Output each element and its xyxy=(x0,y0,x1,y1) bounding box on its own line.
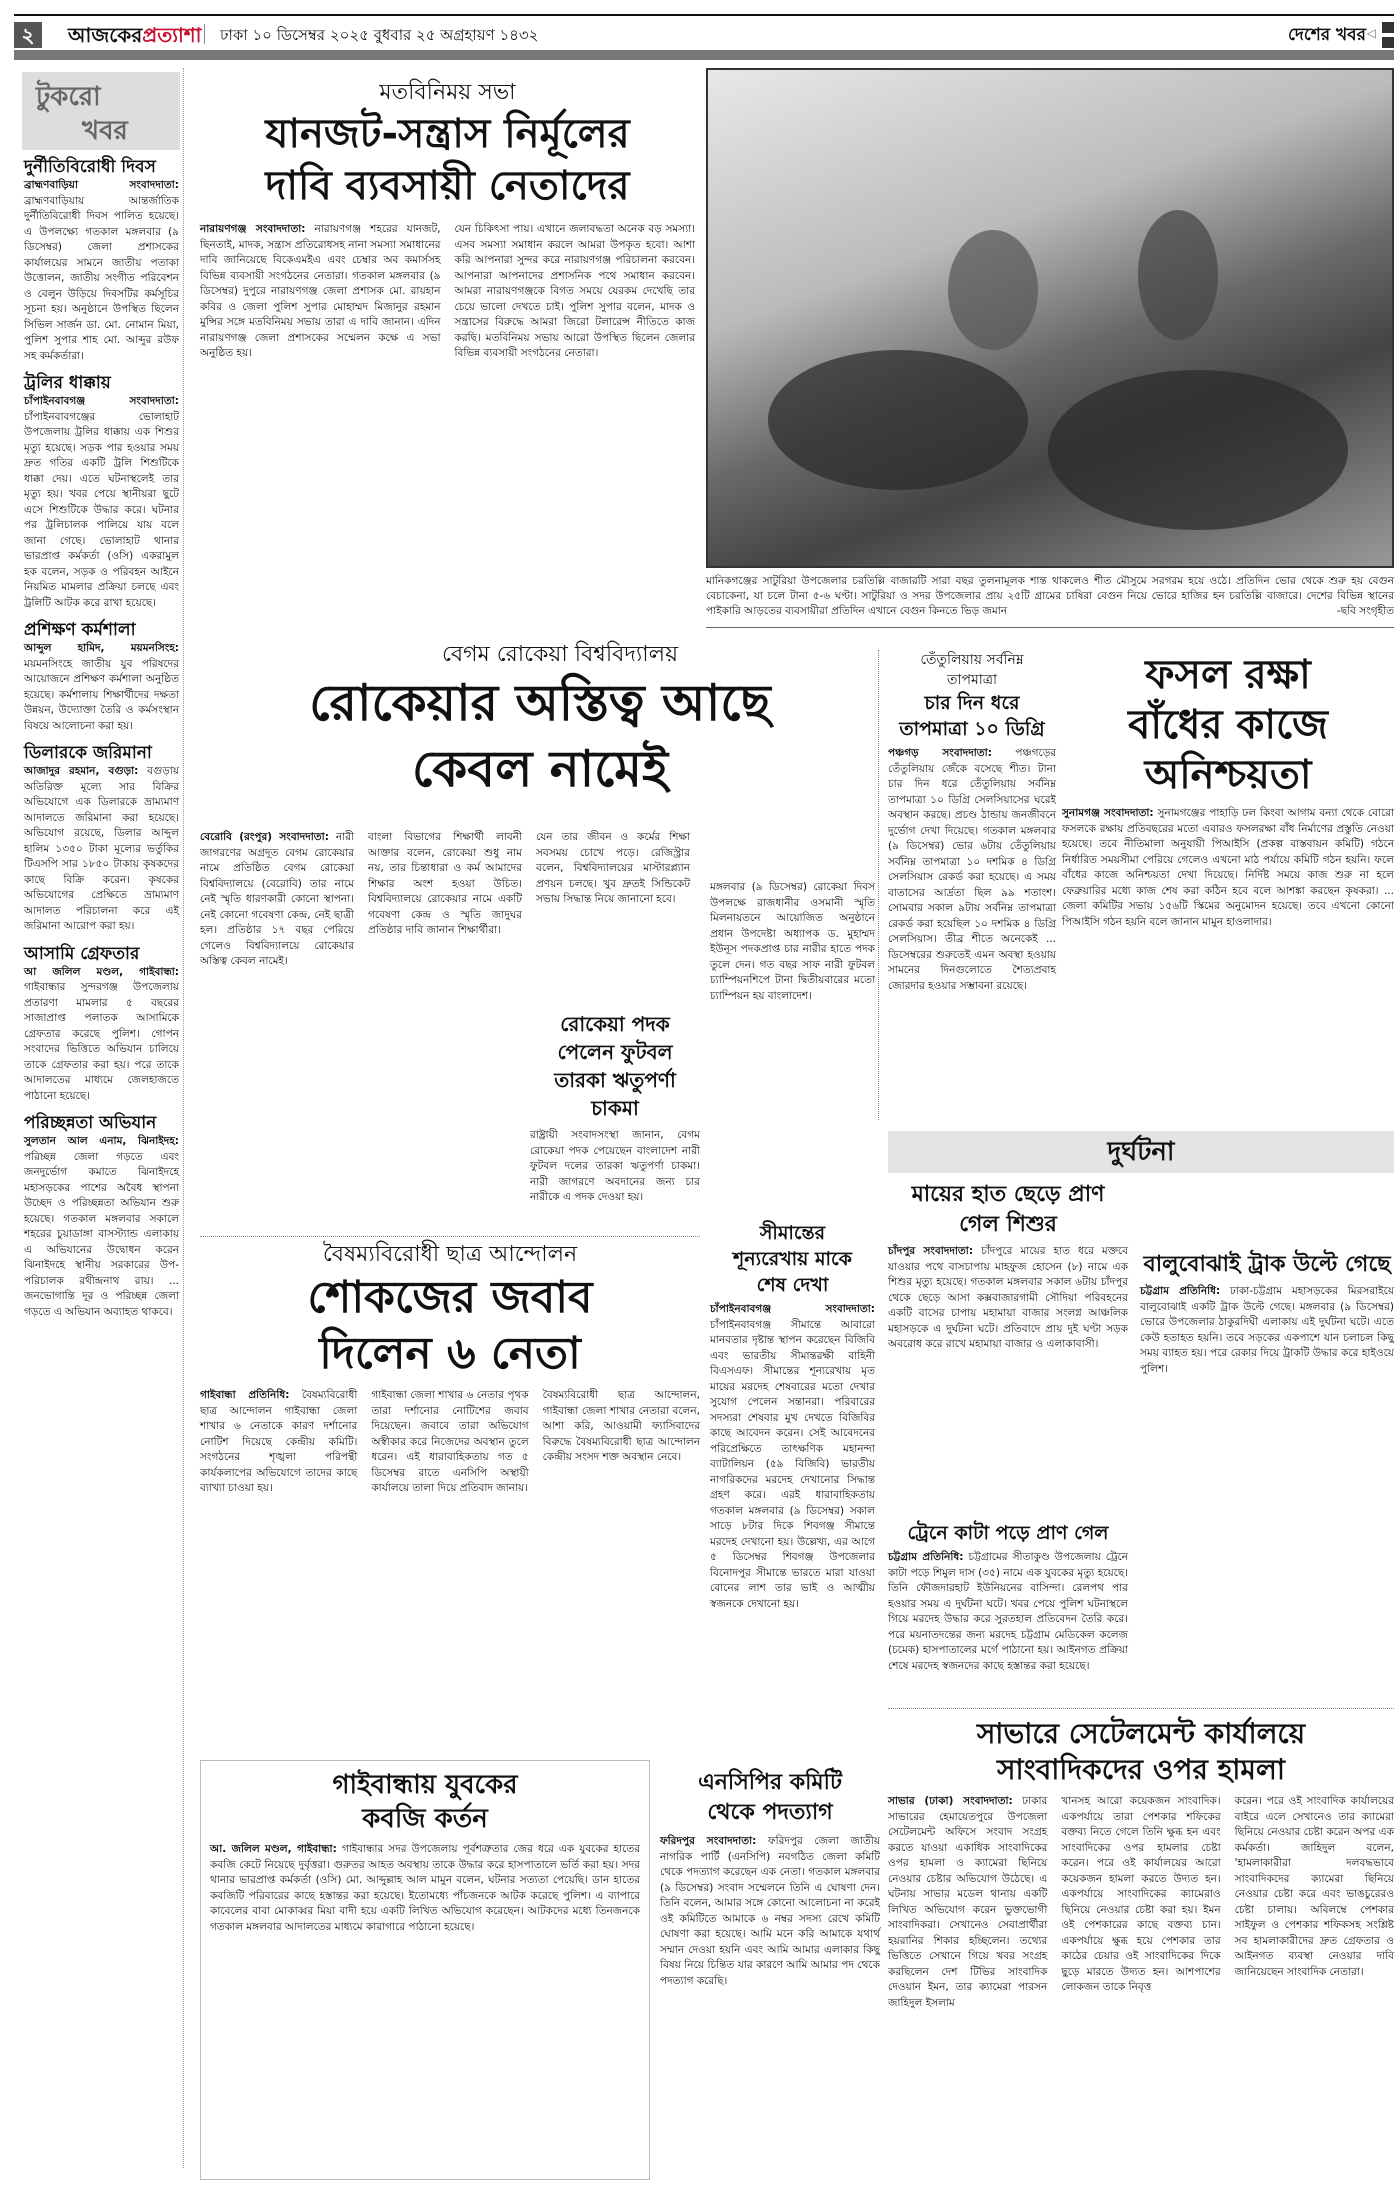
accident-section-header: দুর্ঘটনা xyxy=(888,1131,1394,1173)
brief-item xyxy=(14,1112,183,1328)
article-column xyxy=(888,1244,1128,1353)
rokeya-col4 xyxy=(710,880,875,1004)
article-columns xyxy=(200,830,690,970)
article-dateline: আ. জলিল মণ্ডল, গাইবান্ধা: xyxy=(210,1843,337,1855)
article-columns xyxy=(888,1794,1394,2011)
caption-text: মানিকগঞ্জের সাটুরিয়া উপজেলার চরতিল্লি বাজারটি সারা বছর তুলনামূলক শান্ত থাকলেও শীত মৌসুমে সরগরম হয়ে ওঠে। প্রতিদিন ভোর থেকে শুরু হয় বেগুন বেচাকেনা, যা চলে টানা ৫-৬ ঘণ্টা। সাটুরিয়া ও সদর উপজেলার প্রায় ২৫টি গ্রামের চাষিরা বেগুন নিয়ে ভোরে হাজির হন চরতিল্লি বাজারে। দেশের বিভিন্ন স্থানের পাইকারি আড়তের ব্যবসায়ীরা প্রতিদিন এখানে বেগুন কিনতে ভিড় জমান xyxy=(706,575,1394,617)
sub-headline-line1[interactable]: রোকেয়া পদক xyxy=(560,1012,670,1036)
brief-body: বগুড়ায় অতিরিক্ত মূল্যে সার বিক্রির অভিযোগে এক ডিলারকে ভ্রাম্যমাণ আদালতে জরিমানা করা হয়েছে। অভিযোগ রয়েছে, ডিলার আব্দুল হালিম ১৩৫০ টাকা মূল্যের ভর্তুকির টিএসপি সার ১৮৫০ টাকায় কৃষকদের কাছে বিক্রি করেন। কৃষকের অভিযোগের প্রেক্ষিতে ভ্রাম্যমাণ আদালত পরিচালনা করে এই জরিমানা আরোপ করা হয়। xyxy=(24,765,180,932)
article-column xyxy=(1235,1794,1394,2011)
brief-body: পরিচ্ছন্ন জেলা গড়তে এবং জনদুর্ভোগ কমাতে ঝিনাইদহে মহাসড়কের পাশের অবৈধ স্থাপনা উচ্ছেদ ও পরিচ্ছন্নতা অভিযান শুরু হয়েছে। গতকাল মঙ্গলবার সকালে শহরের চুয়াডাঙ্গা বাসস্ট্যান্ড এলাকায় এ অভিযানের উদ্বোধন করেন ঝিনাইদহে স্থানীয় সরকারের উপ-পরিচালক রথীন্দ্রনাথ রায়। ... জনভোগান্তি দূর ও পরিচ্ছন্ন জেলা গড়তে এ অভিযান অব্যাহত থাকবে। xyxy=(24,1150,179,1318)
article-headline-line2[interactable]: বাঁধের কাজে xyxy=(1128,702,1328,748)
brief-title: দুর্নীতিবিরোধী দিবস xyxy=(24,157,156,177)
brief-title: ডিলারকে জরিমানা xyxy=(24,743,152,763)
article-text: নারী জাগরণের অগ্রদূত বেগম রোকেয়ার নামে প্রতিষ্ঠিত বেগম রোকেয়া বিশ্ববিদ্যালয়ে (বেরোবি) তার নামে নেই স্মৃতি ধারণকারী কোনো স্থাপনা। নেই কোনো গবেষণা কেন্দ্র, নেই ছাত্রী হল। প্রতিষ্ঠার ১৭ বছর পেরিয়ে গেলেও বিশ্ববিদ্যালয়ে রোকেয়ার অস্তিত্ব কেবল নামেই। xyxy=(200,831,354,967)
article-text: ঢাকার সাভারের হেমায়েতপুরে উপজেলা সেটেলমেন্ট অফিসে সংবাদ সংগ্রহ করতে যাওয়া একাধিক সাংবাদিকের ওপর হামলা ও ক্যামেরা ছিনিয়ে নেওয়ার চেষ্টার অভিযোগ উঠেছে। এ ঘটনায় সাভার মডেল থানায় একটি লিখিত অভিযোগ করেন ভুক্তভোগী সাংবাদিকরা। সেখানেও সেবাপ্রার্থীরা হয়রানির শিকার হচ্ছিলেন। তথ্যের ভিত্তিতে সেখানে গিয়ে খবর সংগ্রহ করছিলেন দেশ টিভির সাংবাদিক দেওয়ান ইমন, তার ক্যামেরা পারসন জাহিদুল ইসলাম xyxy=(888,1795,1048,2009)
savar-article xyxy=(888,1716,1394,2011)
brief-body: চাঁপাইনবাবগঞ্জের ভোলাহাট উপজেলায় ট্রলির ধাক্কায় এক শিশুর মৃত্যু হয়েছে। সড়ক পার হওয়ার সময় দ্রুত গতির একটি ট্রলি শিশুটিকে ধাক্কা দেয়। এতে ঘটনাস্থলেই তার মৃত্যু হয়। খবর পেয়ে স্থানীয়রা ছুটে এসে শিশুটিকে উদ্ধার করে। ঘটনার পর ট্রলিচালক পালিয়ে যায় বলে জানা গেছে। ভোলাহাট থানার ভারপ্রাপ্ত কর্মকর্তা (ওসি) একরামুল হক বলেন, সড়ক ও পরিবহন আইনে নিয়মিত মামলার প্রক্রিয়া চলছে এবং ট্রলিটি আটক করে রাখা হয়েছে। xyxy=(24,410,179,609)
article-columns xyxy=(1140,1284,1394,1377)
weather-article xyxy=(888,650,1056,994)
photo-credit: -ছবি সংগৃহীত xyxy=(1336,605,1394,617)
article-columns xyxy=(888,1244,1128,1353)
logo-line2: খবর xyxy=(82,116,128,146)
article-text: গাইবান্ধা জেলা শাখার ৬ নেতার পৃথক তারা দর্শানোর নোটিশের জবাব দিয়েছেন। জবাবে তারা অভিযোগ অস্বীকার করে নিজেদের অবস্থান তুলে ধরেন। এই ধারাবাহিকতায় গত ৫ ডিসেম্বর রাতে এনসিপি অস্থায়ী কার্যালয়ে তালা দিয়ে প্রতিবাদ জানায়। xyxy=(371,1389,529,1494)
photo-caption xyxy=(706,574,1394,628)
sub-headline-line2[interactable]: পেলেন ফুটবল xyxy=(557,1040,673,1064)
brief-dateline: সুলতান আল এনাম, ঝিনাইদহ: xyxy=(24,1135,179,1147)
article-text: যেন তার জীবন ও কর্মের শিক্ষা সবসময় চোখে পড়ে। রেজিস্ট্রার বলেন, বিশ্ববিদ্যালয়ের মাস্টারপ্ল্যান প্রণয়ন চলছে। খুব দ্রুতই সিন্ডিকেট সভায় সিদ্ধান্ত নিয়ে জানানো হবে। xyxy=(536,831,690,905)
article-dateline: চট্টগ্রাম প্রতিনিধি: xyxy=(1140,1285,1221,1297)
article-text: নারায়ণগঞ্জ শহরের যানজট, ছিনতাই, মাদক, সন্ত্রাস প্রতিরোধসহ নানা সমস্যা সমাধানের দাবি জানিয়েছে বিকেএমইএ এবং চেম্বার অব কমার্সসহ বিভিন্ন ব্যবসায়ী সংগঠনের নেতারা। গতকাল মঙ্গলবার (৯ ডিসেম্বর) দুপুরে নারায়ণগঞ্জ জেলা প্রশাসক মো. রায়হান কবির ও জেলা পুলিশ সুপার মোহাম্মদ মিজানুর রহমান মুন্সির সঙ্গে মতবিনিময় সভায় তারা এ দাবি জানান। এদিন নারায়ণগঞ্জ জেলা প্রশাসকের সম্মেলন কক্ষে এ সভা অনুষ্ঠিত হয়। xyxy=(200,223,441,359)
dateline: ঢাকা ১০ ডিসেম্বর ২০২৫ বুধবার ২৫ অগ্রহায়ণ ১৪৩২ xyxy=(220,26,539,44)
brief-body: ময়মনসিংহে জাতীয় যুব পরিষদের আয়োজনে প্রশিক্ষণ কর্মশালা অনুষ্ঠিত হয়েছে। কর্মশালায় শিক্ষার্থীদের দক্ষতা উন্নয়ন, উদ্যোক্তা তৈরি ও কর্মসংস্থান বিষয়ে আলোচনা করা হয়। xyxy=(24,657,179,732)
left-arrow-icon: ◁ xyxy=(1366,26,1376,40)
article-text: খানসহ আরো কয়েকজন সাংবাদিক। একপর্যায়ে তারা পেশকার শফিকের বক্তব্য নিতে গেলে তিনি ক্ষুব্ধ হন এবং সাংবাদিকের ওপর হামলার চেষ্টা করেন। পরে ওই কার্যালয়ের আরো কয়েকজন হামলা করতে উদ্যত হন। একপর্যায়ে সাংবাদিকের ক্যামেরাও ছিনিয়ে নেওয়ার চেষ্টা করা হয়। ইমন ওই পেশকারের কাছে বক্তব্য চান। একপর্যায়ে ক্ষুব্ধ হয়ে পেশকার তার কাঠের চেয়ার ওই সাংবাদিকের দিকে ছুড়ে মারতে উদ্যত হন। আশপাশের লোকজন তাকে নিবৃত্ত xyxy=(1061,1795,1221,1993)
accident-story-2 xyxy=(888,1520,1128,1674)
article-dateline: চাঁদপুর সংবাদদাতা: xyxy=(888,1245,974,1257)
article-headline-line2[interactable]: কেবল নামেই xyxy=(412,740,668,798)
border-article xyxy=(710,1220,875,1612)
article-column xyxy=(1061,1794,1220,2011)
kobji-article xyxy=(210,1768,640,1935)
article-column xyxy=(368,830,522,970)
article-column xyxy=(888,1550,1128,1674)
article-column xyxy=(200,830,354,970)
brief-dateline: চাঁপাইনবাবগঞ্জ সংবাদদাতা: xyxy=(24,395,179,407)
article-column xyxy=(710,1302,875,1612)
article-column xyxy=(888,1794,1047,2011)
article-text: সুনামগঞ্জের পাহাড়ি ঢল কিংবা আগাম বন্যা থেকে বোরো ফসলকে রক্ষায় প্রতিবছরের মতো এবারও ফসলরক্ষা বাঁধ নির্মাণের প্রস্তুতি নেওয়া হয়েছে। তবে নীতিমালা অনুযায়ী পিআইসি (প্রকল্প বাস্তবায়ন কমিটি) গঠনে নির্ধারিত সময়সীমা পেরিয়ে গেলেও এখনো মাঠ পর্যায়ে কমিটি গঠন হয়নি। ফলে বাঁধের কাজে অনিশ্চয়তা দেখা দিয়েছে। নির্দিষ্ট সময়ে কাজ শুরু না হলে ফেব্রুয়ারির মধ্যে কাজ শেষ করা কঠিন হবে বলে আশঙ্কা করছেন কৃষকরা। ... জেলা কমিটির সভায় ১৫৬টি স্কিমের অনুমোদন হয়েছে। তবে এখনো কোনো পিআইসি গঠন হয়নি বলে জানান মামুন হাওলাদার। xyxy=(1062,807,1395,928)
brief-dateline: ব্রাহ্মণবাড়িয়া সংবাদদাতা: xyxy=(24,179,179,191)
article-headline[interactable]: মায়ের হাত ছেড়ে প্রাণ গেল শিশুর xyxy=(911,1182,1105,1237)
ncp-article xyxy=(660,1768,880,1989)
article-columns xyxy=(1062,806,1394,930)
brief-item xyxy=(14,156,183,372)
accident-story-1 xyxy=(888,1180,1128,1353)
article-column xyxy=(210,1842,640,1935)
article-headline-line2[interactable]: সাংবাদিকদের ওপর হামলা xyxy=(997,1753,1285,1786)
article-text: বৈষম্যবিরোধী ছাত্র আন্দোলন, গাইবান্ধা জেলা শাখার নেতারা বলেন, আশা করি, আওয়ামী ফ্যাসিবাদের বিরুদ্ধে বৈষম্যবিরোধী ছাত্র আন্দোলন কেন্দ্রীয় সংসদ শক্ত অবস্থান নেবে। xyxy=(542,1389,700,1463)
sidebar-tukro-khobor xyxy=(14,68,184,2168)
article-headline-line1[interactable]: সাভারে সেটেলমেন্ট কার্যালয়ে xyxy=(976,1717,1306,1750)
sub-headline-line4[interactable]: চাকমা xyxy=(591,1096,639,1120)
article-columns xyxy=(530,1128,700,1206)
article-headline-line2[interactable]: তাপমাত্রা ১০ ডিগ্রি xyxy=(899,718,1045,740)
article-column xyxy=(536,830,690,970)
article-columns xyxy=(888,1550,1128,1674)
page-marker-icon xyxy=(1382,22,1394,48)
article-headline-line2[interactable]: শূন্যরেখায় মাকে xyxy=(733,1248,852,1270)
article-text: গাইবান্ধার সদর উপজেলায় পূর্বশত্রুতার জের ধরে এক যুবকের হাতের কবজি কেটে নিয়েছে দুর্বৃত্তরা। গুরুতর আহত অবস্থায় তাকে উদ্ধার করে হাসপাতালে ভর্তি করা হয়। সদর থানার ভারপ্রাপ্ত কর্মকর্তা (ওসি) মো. আব্দুল্লাহ আল মামুন বলেন, ঘটনার সত্যতা পেয়েছি। ডান হাতের কবজিটি পরিবারের কাছে হস্তান্তর করা হয়েছে। ইতোমধ্যে পাঁচজনকে আটক করেছে পুলিশ। এ ব্যাপারে কাবেলের বাবা মোকাব্বর মিয়া বাদী হয়ে একটি লিখিত অভিযোগ করেছেন। আটকদের মধ্যে তিনজনকে গতকাল মঙ্গলবার আদালতের মাধ্যমে কারাগারে পাঠানো হয়েছে। xyxy=(210,1843,640,1933)
article-headline-line3[interactable]: শেষ দেখা xyxy=(756,1274,829,1296)
masthead xyxy=(14,14,1394,50)
article-dateline: চাঁপাইনবাবগঞ্জ সংবাদদাতা: xyxy=(710,1303,875,1315)
section-divider xyxy=(888,1708,1394,1709)
article-column xyxy=(710,880,875,1004)
article-text: বাংলা বিভাগের শিক্ষার্থী লাবনী আক্তার বলেন, রোকেয়া শুধু নাম নয়, তার চিন্তাধারা ও কর্ম আমাদের শিক্ষার অংশ হওয়া উচিত। বিশ্ববিদ্যালয়ে রোকেয়ার নামে একটি গবেষণা কেন্দ্র ও স্মৃতি জাদুঘর প্রতিষ্ঠার দাবি জানান শিক্ষার্থীরা। xyxy=(368,831,522,936)
newspaper-logo[interactable] xyxy=(68,20,202,50)
article-headline-line2[interactable]: দিলেন ৬ নেতা xyxy=(319,1328,581,1379)
rokeya-article xyxy=(200,640,880,810)
article-dateline: সাভার (ঢাকা) সংবাদদাতা: xyxy=(888,1795,1013,1807)
article-text: যেন চিকিৎসা পায়। এখানে জলাবদ্ধতা অনেক বড় সমস্যা। এসব সমস্যা সমাধান করলে আমরা উপকৃত হবো। আশা করি আপনারা সুন্দর করে নারায়ণগঞ্জ পরিচালনা করবেন। আপনারা আপনাদের প্রশাসনিক পথে সমাধান করবেন। আমরা নারায়ণগঞ্জকে বিগত সময়ে যেরকম দেখেছি তার চেয়ে ভালো দেখতে চাই। পুলিশ সুপার বলেন, মাদক ও সন্ত্রাসের বিরুদ্ধে আমরা জিরো টলারেন্স নীতিতে কাজ করছি। মতবিনিময় সভায় আরো উপস্থিত ছিলেন জেলার বিভিন্ন ব্যবসায়ী সংগঠনের নেতারা। xyxy=(454,223,695,359)
article-headline-line1[interactable]: ফসল রক্ষা xyxy=(1145,652,1311,698)
article-dateline: নারায়ণগঞ্জ সংবাদদাতা: xyxy=(200,223,306,235)
article-dateline: চট্টগ্রাম প্রতিনিধি: xyxy=(888,1551,964,1563)
article-columns xyxy=(210,1842,640,1935)
article-headline-line1[interactable]: গাইবান্ধায় যুবকের xyxy=(332,1770,518,1800)
brief-title: ট্রলির ধাক্কায় xyxy=(24,373,111,393)
article-kicker-line1: তেঁতুলিয়ায় সর্বনিম্ন xyxy=(920,652,1024,668)
masthead-divider xyxy=(204,24,205,44)
gaibandha-article xyxy=(200,1240,700,1497)
rokeya-subarticle xyxy=(530,1010,700,1206)
article-column xyxy=(200,1388,357,1497)
section-divider xyxy=(200,1236,700,1237)
article-columns xyxy=(710,1302,875,1612)
brief-item xyxy=(14,619,183,742)
article-dateline: সুনামগঞ্জ সংবাদদাতা: xyxy=(1062,807,1154,819)
brief-item xyxy=(14,372,183,619)
news-photo[interactable] xyxy=(706,68,1394,568)
brief-item xyxy=(14,943,183,1113)
column-divider xyxy=(878,650,879,1120)
brief-dateline: আ জলিল মণ্ডল, গাইবান্ধা: xyxy=(24,965,179,978)
article-headline-line2[interactable]: দাবি ব্যবসায়ী নেতাদের xyxy=(265,163,630,209)
article-kicker: বৈষম্যবিরোধী ছাত্র আন্দোলন xyxy=(322,1242,578,1267)
article-kicker: বেগম রোকেয়া বিশ্ববিদ্যালয় xyxy=(441,642,679,667)
brief-title: আসামি গ্রেফতার xyxy=(24,943,140,964)
rokeya-body xyxy=(200,830,690,970)
article-text: মঙ্গলবার (৯ ডিসেম্বর) রোকেয়া দিবস উপলক্ষে রাজধানীর ওসমানী স্মৃতি মিলনায়তনে আয়োজিত অনুষ্ঠানে প্রধান উপদেষ্টা অধ্যাপক ড. মুহাম্মদ ইউনূস পদকপ্রাপ্ত চার নারীর হাতে পদক তুলে দেন। গত বছর সাফ নারী ফুটবল চ্যাম্পিয়নশিপে টানা দ্বিতীয়বারের মতো চ্যাম্পিয়ন হয় বাংলাদেশ। xyxy=(710,881,875,1002)
masthead-bar xyxy=(14,50,1394,60)
article-text: চাঁদপুরে মায়ের হাত ধরে মক্তবে যাওয়ার পথে বাসচাপায় মাহফুজ হোসেন (৮) নামে এক শিশুর মৃত্যু হয়েছে। গতকাল মঙ্গলবার সকাল ৬টায় চাঁদপুর থেকে ছেড়ে আসা কক্সবাজারগামী সৌদিয়া পরিবহনের একটি বাসের চাপায় মহামায়া বাজার সংলগ্ন আঞ্চলিক মহাসড়কে এ দুর্ঘটনা ঘটে। প্রতিবাদে প্রায় দুই ঘণ্টা সড়ক অবরোধ করে রাখে মহামায়া বাজার ও এলাকাবাসী। xyxy=(888,1245,1128,1350)
article-columns xyxy=(200,222,695,362)
article-column xyxy=(200,222,441,362)
article-column xyxy=(660,1834,880,1989)
article-headline[interactable]: ট্রেনে কাটা পড়ে প্রাণ গেল xyxy=(907,1522,1109,1544)
article-column xyxy=(371,1388,528,1497)
brief-body: গাইবান্ধার সুন্দরগঞ্জ উপজেলায় প্রতারণা মামলার ৫ বছরের সাজাপ্রাপ্ত পলাতক আসামিকে গ্রেফতার করেছে পুলিশ। গোপন সংবাদের ভিত্তিতে অভিযান চালিয়ে তাকে গ্রেফতার করা হয়। পরে তাকে আদালতের মাধ্যমে জেলহাজতে পাঠানো হয়েছে। xyxy=(24,981,179,1102)
article-headline-line2[interactable]: থেকে পদত্যাগ xyxy=(707,1800,833,1825)
article-headline-line1[interactable]: রোকেয়ার অস্তিত্ব আছে xyxy=(309,674,771,732)
article-dateline: পঞ্চগড় সংবাদদাতা: xyxy=(888,747,992,759)
article-headline-line2[interactable]: কবজি কর্তন xyxy=(362,1804,488,1834)
article-text: ফরিদপুর জেলা জাতীয় নাগরিক পার্টি (এনসিপি) নবগঠিত জেলা কমিটি থেকে পদত্যাগ করেছেন এক নেতা। গতকাল মঙ্গলবার (৯ ডিসেম্বর) সংবাদ সম্মেলনে তিনি এ ঘোষণা দেন। তিনি বলেন, আমার সঙ্গে কোনো আলোচনা না করেই ওই কমিটিতে আমাকে ৬ নম্বর সদস্য রেখে কমিটি ঘোষণা করা হয়েছে। আমি মনে করি আমাকে যথার্থ সম্মান দেওয়া হয়নি এবং আমি আমার এলাকার কিছু বিষয় নিয়ে চিন্তিত যার কারণে আমি আমার পদ থেকে পদত্যাগ করেছি। xyxy=(660,1835,880,1987)
section-title: দেশের খবর xyxy=(1288,25,1366,45)
article-headline-line1[interactable]: যানজট-সন্ত্রাস নির্মূলের xyxy=(265,111,630,157)
article-column xyxy=(1140,1284,1394,1377)
article-text: চট্টগ্রামের সীতাকুণ্ড উপজেলায় ট্রেনে কাটা পড়ে শিমুল দাস (৩৫) নামে এক যুবকের মৃত্যু হয়েছে। তিনি ফৌজদারহাট ইউনিয়নের বাসিন্দা। রেলপথ পার হওয়ার সময় এ দুর্ঘটনা ঘটে। খবর পেয়ে পুলিশ ঘটনাস্থলে গিয়ে মরদেহ উদ্ধার করে সুরতহাল প্রতিবেদন তৈরি করে। পরে ময়নাতদন্তের জন্য মরদেহ চট্টগ্রাম মেডিকেল কলেজ (চমেক) হাসপাতালের মর্গে পাঠানো হয়। আইনগত প্রক্রিয়া শেষে মরদেহ স্বজনদের কাছে হস্তান্তর করা হয়েছে। xyxy=(888,1551,1129,1672)
logo-text-part1: আজকের xyxy=(68,23,143,47)
article-text: ঢাকা-চট্টগ্রাম মহাসড়কের মিরসরাইয়ে বালুবোঝাই একটি ট্রাক উল্টে গেছে। মঙ্গলবার (৯ ডিসেম্বর) ভোরে উপজেলার ঠাকুরদিঘী এলাকায় এই দুর্ঘটনা ঘটে। এতে কেউ হতাহত হয়নি। তবে সড়কের একপাশে যান চলাচল কিছু সময় ব্যাহত হয়। পরে রেকার দিয়ে ট্রাকটি উদ্ধার করে হাইওয়ে পুলিশ। xyxy=(1140,1285,1394,1375)
article-column xyxy=(1062,806,1394,930)
logo-text-part2: প্রত্যাশা xyxy=(142,23,202,47)
fosol-article xyxy=(1062,650,1394,930)
article-columns xyxy=(710,880,875,1004)
page-number: ২ xyxy=(14,22,42,48)
logo-line1: টুকরো xyxy=(36,82,101,112)
article-column xyxy=(888,746,1056,994)
article-kicker: মতবিনিময় সভা xyxy=(379,80,516,105)
article-dateline: ফরিদপুর সংবাদদাতা: xyxy=(660,1835,757,1847)
article-headline-line1[interactable]: সীমান্তের xyxy=(759,1222,826,1244)
sub-article-text: রাষ্ট্রায়ী সংবাদসংস্থা জানান, বেগম রোকেয়া পদক পেয়েছেন বাংলাদেশ নারী ফুটবল দলের তারকা ঋতুপর্ণা চাকমা। নারী জাগরণে অবদানের জন্য চার নারীকে এ পদক দেওয়া হয়। xyxy=(530,1129,700,1203)
article-column xyxy=(543,1388,700,1497)
brief-body: ব্রাহ্মণবাড়িয়ায় আন্তর্জাতিক দুর্নীতিবিরোধী দিবস পালিত হয়েছে। এ উপলক্ষ্যে গতকাল মঙ্গলবার (৯ ডিসেম্বর) জেলা প্রশাসকের কার্যালয়ের সামনে জাতীয় পতাকা উত্তোলন, জাতীয় সংগীত পরিবেশন ও বেলুন উড়িয়ে দিবসটির কর্মসূচির সূচনা হয়। অনুষ্ঠানে উপস্থিত ছিলেন সিভিল সার্জন ডা. মো. নোমান মিয়া, পুলিশ সুপার শাহ মো. আব্দুর রউফ সহ কর্মকর্তারা। xyxy=(24,194,179,362)
tukro-khobor-logo xyxy=(22,72,180,150)
article-headline-line1[interactable]: শোকজের জবাব xyxy=(307,1272,593,1323)
brief-dateline: আব্দুল হামিদ, ময়মনসিংহ: xyxy=(24,642,179,654)
article-text: পঞ্চগড়ের তেঁতুলিয়ায় জেঁকে বসেছে শীত। টানা চার দিন ধরে তেঁতুলিয়ায় সর্বনিম্ন তাপমাত্রা ১০ ডিগ্রি সেলসিয়াসের ঘরেই অবস্থান করছে। প্রচণ্ড ঠান্ডায় জনজীবনে দুর্ভোগ দেখা দিয়েছে। গতকাল মঙ্গলবার (৯ ডিসেম্বর) ভোর ৬টায় তেঁতুলিয়ায় সর্বনিম্ন তাপমাত্রা ১০ দশমিক ৪ ডিগ্রি সেলসিয়াস রেকর্ড করা হয়েছে। এ সময় বাতাসের আর্দ্রতা ছিল ৯৯ শতাংশ। সোমবার সকাল ৯টায় সর্বনিম্ন তাপমাত্রা রেকর্ড করা হয়েছিল ১০ দশমিক ৪ ডিগ্রি সেলসিয়াস। তীব্র শীতে অনেকেই ... ডিসেম্বরের শুরুতেই এমন অবস্থা হওয়ায় সামনের দিনগুলোতে শৈত্যপ্রবাহ জোরদার হওয়ার সম্ভাবনা রয়েছে। xyxy=(888,747,1056,992)
article-headline-line3[interactable]: অনিশ্চয়তা xyxy=(1144,752,1312,798)
article-columns xyxy=(660,1834,880,1989)
brief-title: প্রশিক্ষণ কর্মশালা xyxy=(24,620,136,640)
article-headline[interactable]: বালুবোঝাই ট্রাক উল্টে গেছে xyxy=(1143,1252,1391,1277)
article-kicker-line2: তাপমাত্রা xyxy=(946,672,998,688)
article-text: চাঁপাইনবাবগঞ্জ সীমান্তে আবারো মানবতার দৃষ্টান্ত স্থাপন করেছেন বিজিবি এবং ভারতীয় সীমান্তরক্ষী বাহিনী বিএসএফ। সীমান্তের শূন্যরেখায় মৃত মায়ের মরদেহ শেষবারের মতো দেখার সুযোগ পেলেন সন্তানরা। পরিবারের সদস্যরা শেষবার মুখ দেখতে বিজিবির কাছে আবেদন করেন। সেই আবেদনের পরিপ্রেক্ষিতে তাৎক্ষণিক মহানন্দা ব্যাটালিয়ন (৫৯ বিজিবি) ভারতীয় নাগরিকদের মরদেহ দেখানোর সিদ্ধান্ত গ্রহণ করে। এরই ধারাবাহিকতায় গতকাল মঙ্গলবার (৯ ডিসেম্বর) সকাল সাড়ে ৮টার দিকে শিবগঞ্জ সীমান্তে মরদেহ দেখানো হয়। উল্লেখ্য, এর আগে ৫ ডিসেম্বর শিবগঞ্জ উপজেলার বিনোদপুর সীমান্তে ভারতে মারা যাওয়া বোনের লাশ তার ভাই ও আত্মীয় স্বজনকে দেখানো হয়। xyxy=(710,1318,875,1610)
article-headline-line1[interactable]: এনসিপির কমিটি xyxy=(698,1770,842,1795)
article-columns xyxy=(888,746,1056,994)
accident-story-3 xyxy=(1140,1250,1394,1377)
brief-item xyxy=(14,742,183,943)
sub-headline-line3[interactable]: তারকা ঋতুপর্ণা xyxy=(554,1068,676,1092)
article-column xyxy=(455,222,696,362)
lead-article xyxy=(200,78,695,362)
article-columns xyxy=(200,1388,700,1497)
article-dateline: বেরোবি (রংপুর) সংবাদদাতা: xyxy=(200,831,329,843)
article-dateline: গাইবান্ধা প্রতিনিধি: xyxy=(200,1389,290,1401)
article-text: করেন। পরে ওই সাংবাদিক কার্যালয়ের বাইরে এলে সেখানেও তার ক্যামেরা ছিনিয়ে নেওয়ার চেষ্টা করেন অপর এক কর্মকর্তা। জাহিদুল বলেন, 'হামলাকারীরা দলবদ্ধভাবে সাংবাদিকদের ক্যামেরা ছিনিয়ে নেওয়ার চেষ্টা করে এবং ভাঙচুরেরও চেষ্টা চালায়। অবিলম্বে পেশকার সাইফুল ও পেশকার শফিকসহ সংশ্লিষ্ট সব হামলাকারীদের দ্রুত গ্রেফতার ও আইনগত ব্যবস্থা নেওয়ার দাবি জানিয়েছেন সাংবাদিক নেতারা। xyxy=(1234,1795,1394,1978)
article-text: বৈষম্যবিরোধী ছাত্র আন্দোলন গাইবান্ধা জেলা শাখার ৬ নেতাকে কারণ দর্শানোর নোটিশ দিয়েছে কেন্দ্রীয় কমিটি। সংগঠনের শৃঙ্খলা পরিপন্থী কার্যকলাপের অভিযোগে তাদের কাছে ব্যাখ্যা চাওয়া হয়। xyxy=(200,1389,358,1494)
brief-dateline: আজাদুর রহমান, বগুড়া: xyxy=(24,765,139,777)
article-headline-line1[interactable]: চার দিন ধরে xyxy=(924,692,1020,714)
brief-title: পরিচ্ছন্নতা অভিযান xyxy=(24,1113,157,1133)
